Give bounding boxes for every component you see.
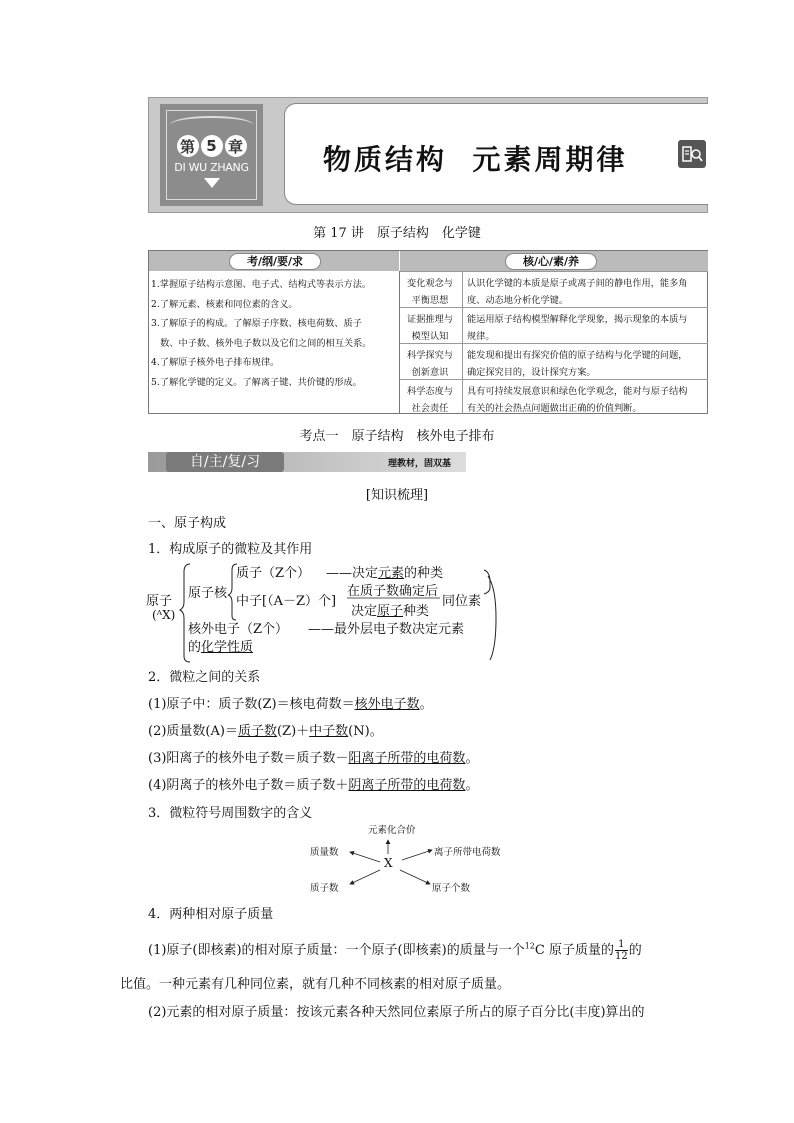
isotope-label: 同位素 [442, 594, 482, 609]
relation-4: (4)阴离子的核外电子数＝质子数＋阴离子所带的电荷数。 [148, 778, 479, 793]
electron-role-2: 的化学性质 [188, 640, 254, 655]
chapter-prefix: 第 [177, 135, 199, 157]
lecture-title: 第 17 讲 原子结构 化学键 [313, 226, 481, 241]
electron-label: 核外电子（Z个） [188, 622, 289, 637]
label-valence: 元素化合价 [368, 825, 416, 836]
literacy-key: 创新意识 [411, 367, 449, 378]
heading-symbol-meaning: 3．微粒符号周围数字的含义 [148, 806, 313, 821]
relation-3: (3)阳离子的核外电子数＝质子数－阳离子所带的电荷数。 [148, 751, 479, 766]
literacy-value: 规律。 [467, 331, 495, 342]
neutron-top-note: 在质子数确定后 [347, 584, 439, 599]
relation-2: (2)质量数(A)＝质子数(Z)＋中子数(N)。 [148, 724, 383, 739]
chapter-badge [160, 104, 263, 206]
literacy-row [400, 271, 708, 307]
heading-particles: 1．构成原子的微粒及其作用 [148, 542, 313, 557]
chapter-suffix: 章 [225, 135, 247, 157]
requirement-item: 数、中子数、核外电子数以及它们之间的相互关系。 [151, 337, 372, 349]
relation-1: (1)原子中：质子数(Z)＝核电荷数＝核外电子数。 [148, 697, 433, 712]
requirement-item: 1.掌握原子结构示意图、电子式、结构式等表示方法。 [151, 279, 372, 290]
nucleus-label: 原子核 [188, 586, 228, 601]
heading-relations: 2．微粒之间的关系 [148, 670, 261, 685]
literacy-row [400, 379, 708, 414]
badge-arrow-icon [204, 178, 220, 188]
requirements-table [148, 250, 708, 414]
section-pill: 自/主/复/习 [166, 452, 284, 472]
proton-label: 质子（Z个） [236, 566, 311, 581]
requirements-header: 考/纲/要/求 [229, 253, 321, 270]
section-subtitle: 理教材，固双基 [388, 459, 452, 469]
literacy-value: 认识化学键的本质是原子或离子间的静电作用，能多角 [467, 278, 688, 289]
point-title: 考点一 原子结构 核外电子排布 [299, 429, 495, 444]
atom-symbol: (ᴬX) [152, 608, 176, 622]
book-search-icon [678, 140, 706, 168]
heading-atom-structure: 一、原子构成 [148, 516, 227, 531]
label-ion-charge: 离子所带电荷数 [434, 847, 501, 858]
label-proton-number: 质子数 [310, 883, 339, 894]
chapter-title: 物质结构 元素周期律 [323, 143, 628, 176]
element-symbol: X [384, 856, 393, 870]
literacy-value: 能发现和提出有探究价值的原子结构与化学键的问题， [467, 350, 688, 361]
paragraph-2: (2)元素的相对原子质量：按该元素各种天然同位素原子所占的原子百分比(丰度)算出的 [148, 1005, 645, 1020]
atom-label: 原子 [146, 594, 173, 609]
chapter-number: 5 [201, 135, 223, 157]
literacy-value: 确定探究目的，设计探究方案。 [467, 367, 596, 378]
proton-role: ——决定元素的种类 [326, 566, 444, 581]
requirement-item: 2.了解元素、核素和同位素的含义。 [151, 298, 298, 310]
literacy-key: 平衡思想 [411, 295, 449, 306]
literacy-row [400, 307, 708, 343]
requirement-item: 3.了解原子的构成。了解原子序数、核电荷数、质子 [151, 318, 362, 329]
chapter-pinyin: DI WU ZHANG [174, 161, 249, 174]
literacy-key: 社会责任 [411, 403, 449, 414]
electron-role: ——最外层电子数决定元素 [308, 622, 465, 637]
literacy-row [400, 343, 708, 379]
literacy-key: 变化观念与 [407, 278, 453, 289]
chapter-title-box [284, 103, 708, 205]
literacy-value: 度、动态地分析化学键。 [467, 295, 569, 306]
literacy-key: 科学态度与 [407, 386, 453, 397]
label-mass-number: 质量数 [310, 847, 339, 858]
requirement-item: 5.了解化学键的定义。了解离子键、共价键的形成。 [151, 376, 362, 388]
requirement-item: 4.了解原子核外电子排布规律。 [151, 357, 280, 368]
label-atom-count: 原子个数 [432, 883, 471, 894]
literacy-value: 具有可持续发展意识和绿色化学观念，能对与原子结构 [467, 386, 688, 397]
heading-relative-mass: 4．两种相对原子质量 [148, 907, 274, 922]
symbol-meaning-diagram [300, 822, 520, 896]
knowledge-heading: [知识梳理] [365, 488, 429, 503]
literacy-key: 模型认知 [411, 331, 449, 342]
literacy-key: 证据推理与 [407, 314, 453, 325]
literacy-value: 能运用原子结构模型解释化学现象，揭示现象的本质与 [467, 314, 688, 325]
requirements-list [151, 275, 397, 392]
literacy-key: 科学探究与 [407, 350, 453, 361]
literacy-header: 核/心/素/养 [505, 253, 597, 270]
neutron-bottom-note: 决定原子种类 [351, 604, 430, 619]
literacy-value: 有关的社会热点问题做出正确的价值判断。 [467, 403, 642, 414]
paragraph-1-line2: 比值。一种元素有几种同位素，就有几种不同核素的相对原子质量。 [120, 977, 511, 992]
atom-composition-diagram [140, 558, 500, 664]
paragraph-1: (1)原子(即核素)的相对原子质量：一个原子(即核素)的质量与一个$^{12}$C 原子质量的 $\frac{1}{12}$ 的 [148, 939, 642, 962]
neutron-label: 中子[（A－Z）个] [236, 594, 337, 609]
